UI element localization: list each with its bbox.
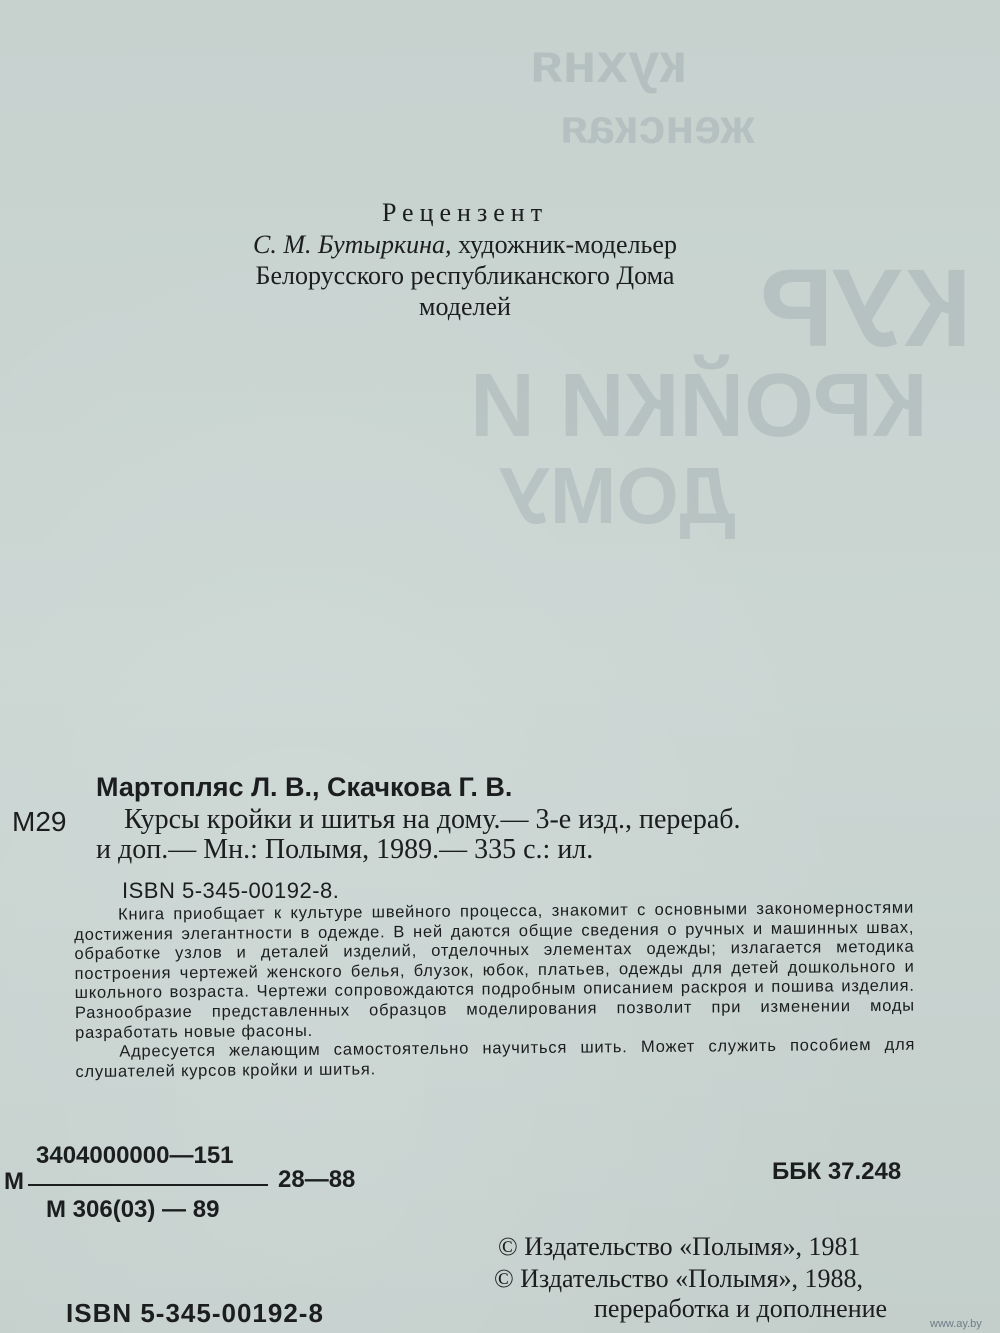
isbn-bottom: ISBN 5-345-00192-8: [66, 1298, 324, 1328]
book-title-line-2: и доп.— Мн.: Полымя, 1989.— 335 с.: ил.: [96, 834, 594, 865]
bleed-through-text: кухня: [530, 31, 688, 94]
copyright-line: © Издательство «Полымя», 1981: [498, 1232, 861, 1261]
bleed-through-text: женская: [560, 101, 755, 154]
reviewer-heading: Рецензент: [381, 198, 549, 227]
authors: Мартопляс Л. В., Скачкова Г. В.: [96, 772, 513, 802]
reviewer-organization-line: Белорусского республиканского Дома: [255, 261, 675, 290]
copyright-line-3: переработка и дополнение: [594, 1294, 888, 1323]
watermark: www.ay.by: [930, 1318, 982, 1330]
copyright-line-2: © Издательство «Полымя», 1988,: [494, 1264, 863, 1293]
bleed-through-text: КРОЙКИ И: [470, 356, 928, 456]
index-tail: 28—88: [278, 1166, 356, 1193]
bleed-through-text: КУР: [760, 247, 972, 370]
bbk-code: ББК 37.248: [772, 1158, 902, 1185]
isbn: ISBN 5-345-00192-8.: [122, 878, 340, 903]
annotation: [74, 899, 916, 1083]
annotation-paragraph: Адресуется желающим самостоятельно научиться шить. Может служить пособием для слушателей курсов кройки и шитья.: [75, 1035, 916, 1081]
reviewer-role: художник-модельер: [451, 230, 677, 259]
reviewer-name-line: [0, 230, 930, 260]
reviewer-name: С. М. Бутыркина,: [253, 230, 452, 259]
annotation-paragraph: Книга приобщает к культуре швейного процесса, знакомит с основными закономерностями достижения элегантности в одежде. В ней даются общие сведения о ручных и машинных швах, обработке узлов и деталей изделий, отделочных элементах одежды; излагается методика построения чертежей женского белья, блузок, юбок, платьев, одежды для детей дошкольного и школьного возраста. Чертежи сопровождаются подробным описанием раскроя и пошива изделия. Разнообразие представленных образцов моделирования позволит при изменении моды разработать новые фасоны.: [74, 898, 915, 1042]
bleed-through-text: ДОМУ: [500, 451, 736, 540]
catalog-code: М29: [12, 806, 67, 837]
index-letter: М: [4, 1168, 24, 1195]
index-numerator: 3404000000—151: [36, 1142, 234, 1169]
index-denominator: М 306(03) — 89: [46, 1196, 220, 1223]
book-title-line: Курсы кройки и шитья на дому.— 3-е изд., перераб.: [124, 804, 741, 835]
fraction-bar: [28, 1184, 268, 1186]
reviewer-organization-line-2: моделей: [419, 292, 511, 321]
